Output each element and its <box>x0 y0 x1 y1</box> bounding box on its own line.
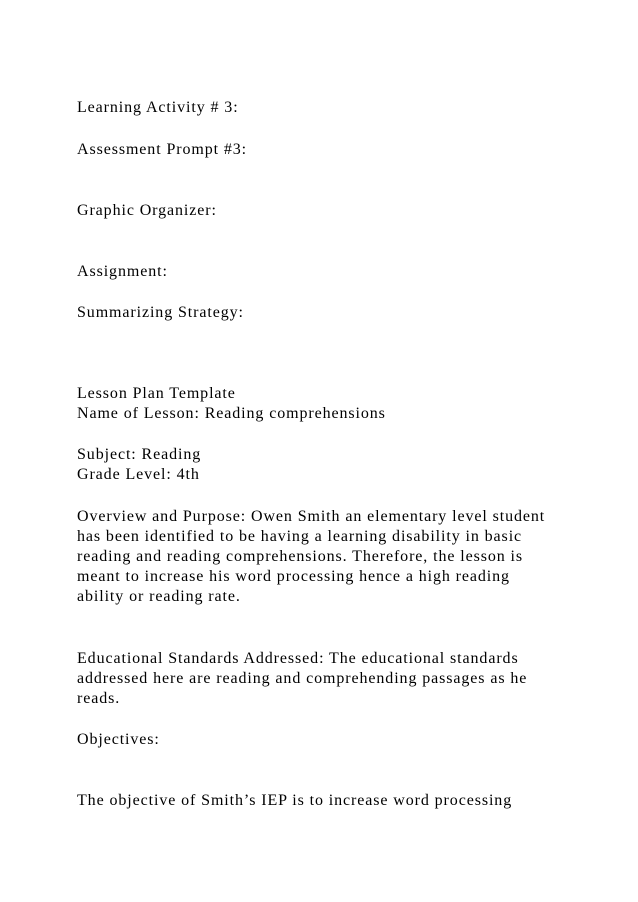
objective-text: The objective of Smith’s IEP is to increase word processing <box>77 792 513 809</box>
assessment-prompt-heading: Assessment Prompt #3: <box>77 141 248 158</box>
grade-level-line: Grade Level: 4th <box>77 466 200 483</box>
graphic-organizer-heading: Graphic Organizer: <box>77 202 217 219</box>
overview-paragraph-line: ability or reading rate. <box>77 588 241 605</box>
overview-paragraph-line: has been identified to be having a learning disability in basic <box>77 528 523 545</box>
standards-paragraph-line: Educational Standards Addressed: The educational standards <box>77 650 519 667</box>
learning-activity-heading: Learning Activity # 3: <box>77 99 239 116</box>
template-title: Lesson Plan Template <box>77 385 236 402</box>
overview-paragraph-line: Overview and Purpose: Owen Smith an elementary level student <box>77 508 546 525</box>
summarizing-strategy-heading: Summarizing Strategy: <box>77 304 244 321</box>
objectives-heading: Objectives: <box>77 731 160 748</box>
subject-line: Subject: Reading <box>77 446 202 463</box>
lesson-name: Name of Lesson: Reading comprehensions <box>77 405 386 422</box>
assignment-heading: Assignment: <box>77 263 168 280</box>
overview-paragraph-line: reading and reading comprehensions. Therefore, the lesson is <box>77 548 524 565</box>
standards-paragraph-line: reads. <box>77 690 121 707</box>
standards-paragraph-line: addressed here are reading and comprehending passages as he <box>77 670 528 687</box>
overview-paragraph-line: meant to increase his word processing hence a high reading <box>77 568 510 585</box>
